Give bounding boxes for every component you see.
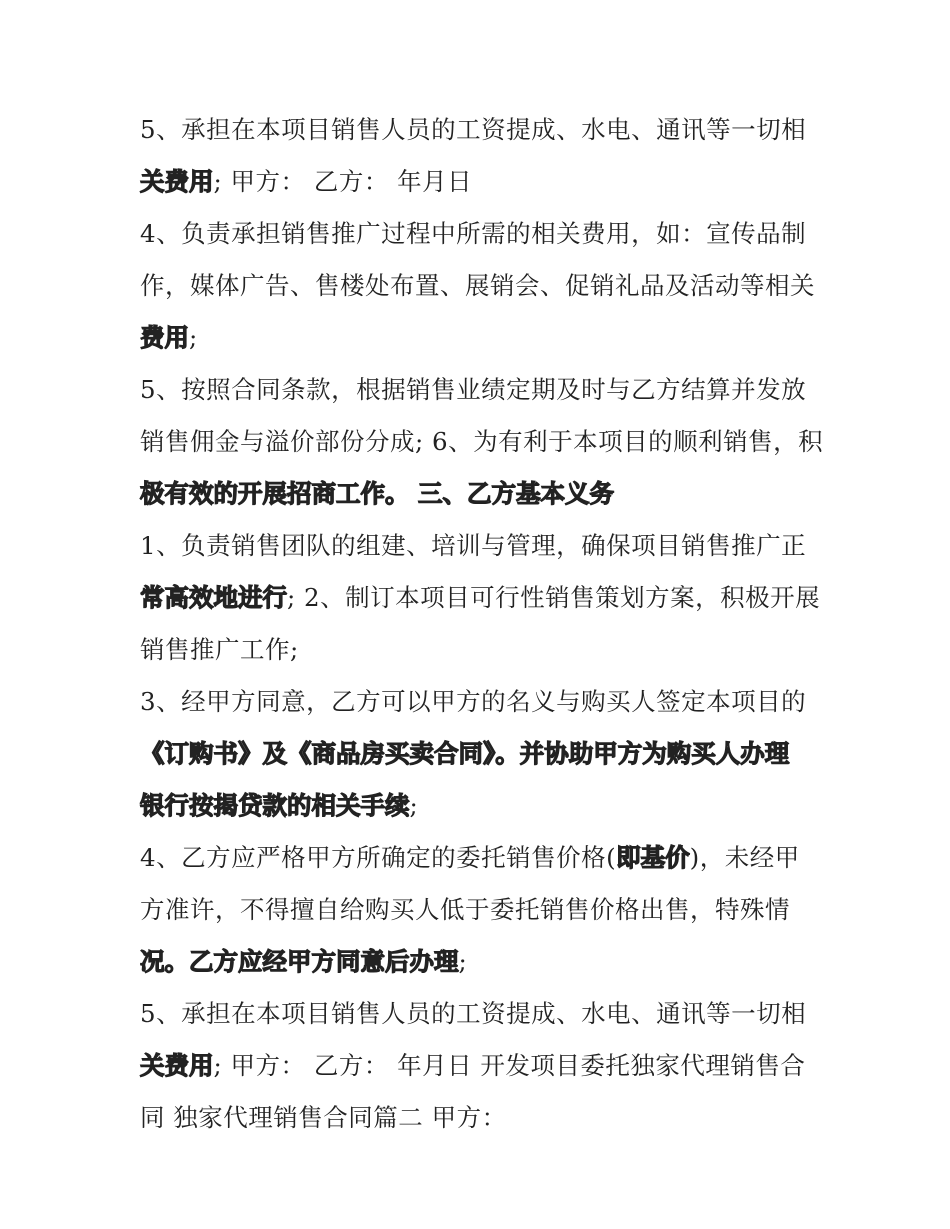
text-line [140, 312, 820, 364]
outlined-text-segment: 《订购书》及《商品房买卖合同》。并协助甲方为购买人办理 [140, 739, 790, 768]
text-segment: ; 甲方： 乙方： 年月日 [213, 167, 473, 196]
outlined-text-segment: 即基价 [616, 843, 690, 872]
text-segment: 同 独家代理销售合同篇二 甲方： [140, 1103, 507, 1132]
text-line [140, 1092, 820, 1144]
outlined-text-segment: 常高效地进行 [140, 583, 287, 612]
outlined-text-segment: 关费用 [140, 167, 214, 196]
text-line [140, 780, 820, 832]
outlined-text-segment: 况。乙方应经甲方同意后办理 [140, 947, 459, 976]
text-line [140, 468, 820, 520]
text-segment: 销售佣金与溢价部份分成; 6、为有利于本项目的顺利销售，积 [140, 427, 824, 456]
outlined-text-segment: 关费用 [140, 1051, 214, 1080]
text-line [140, 520, 820, 572]
text-segment: ; 甲方： 乙方： 年月日 开发项目委托独家代理销售合 [213, 1051, 806, 1080]
text-line [140, 260, 820, 312]
text-line [140, 364, 820, 416]
text-segment: 作，媒体广告、售楼处布置、展销会、促销礼品及活动等相关 [140, 271, 815, 300]
text-line [140, 156, 820, 208]
text-line [140, 624, 820, 676]
outlined-text-segment: 银行按揭贷款的相关手续 [140, 791, 410, 820]
outlined-text-segment: 费用 [140, 323, 189, 352]
outlined-text-segment: 极有效的开展招商工作。 三、乙方基本义务 [140, 479, 615, 508]
text-line [140, 572, 820, 624]
text-line [140, 832, 820, 884]
text-line [140, 1040, 820, 1092]
text-segment: ; [189, 323, 198, 352]
text-segment: 5、承担在本项目销售人员的工资提成、水电、通讯等一切相 [140, 999, 807, 1028]
text-segment: ; [409, 791, 419, 820]
text-segment: 4、乙方应严格甲方所确定的委托销售价格( [140, 843, 617, 872]
text-segment: 方准许，不得擅自给购买人低于委托销售价格出售，特殊情 [140, 895, 790, 924]
text-segment: 1、负责销售团队的组建、培训与管理，确保项目销售推广正 [140, 531, 807, 560]
text-line [140, 884, 820, 936]
text-segment: ; 2、制订本项目可行性销售策划方案，积极开展 [287, 583, 821, 612]
contract-text [140, 104, 824, 1144]
text-line [140, 208, 820, 260]
text-line [140, 416, 824, 468]
text-segment: )，未经甲 [689, 843, 800, 872]
text-segment: 销售推广工作; [140, 635, 299, 664]
text-line [140, 728, 820, 780]
text-line [140, 936, 820, 988]
text-segment: 5、承担在本项目销售人员的工资提成、水电、通讯等一切相 [140, 115, 807, 144]
text-line [140, 676, 820, 728]
text-segment: 5、按照合同条款，根据销售业绩定期及时与乙方结算并发放 [140, 375, 807, 404]
text-line [140, 104, 820, 156]
text-line [140, 988, 820, 1040]
text-segment: ; [458, 947, 468, 976]
text-segment: 4、负责承担销售推广过程中所需的相关费用，如：宣传品制 [140, 219, 807, 248]
text-segment: 3、经甲方同意，乙方可以甲方的名义与购买人签定本项目的 [140, 687, 807, 716]
